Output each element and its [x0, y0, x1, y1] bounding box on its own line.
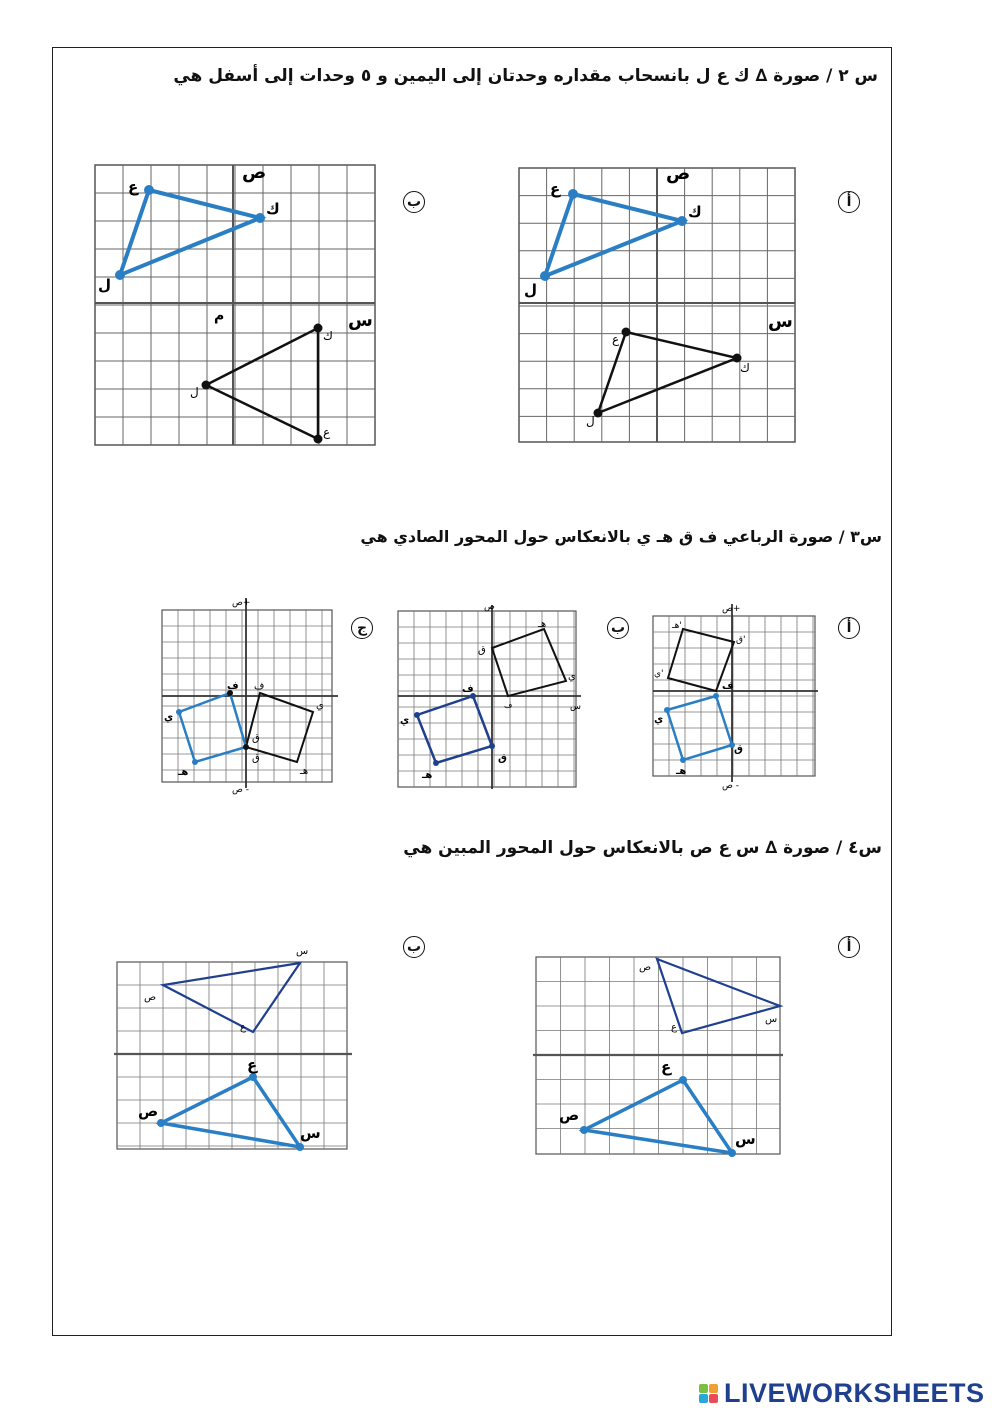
label-p: ص: [559, 1106, 580, 1124]
label-a: ع: [550, 180, 561, 198]
label-lp: ل: [190, 385, 199, 399]
label-q-prime: ق': [736, 635, 746, 645]
q2-graph-b: [92, 162, 382, 452]
label-a-image: ع: [240, 1022, 246, 1033]
label-a-image: ع: [671, 1022, 677, 1033]
label-y-plus: ص+: [722, 604, 741, 614]
label-k: ك: [266, 200, 280, 218]
label-y-plus: ص+: [232, 598, 251, 608]
label-y: ي: [654, 714, 664, 725]
q3-graph-a: [650, 600, 820, 790]
label-s: س: [300, 1124, 321, 1142]
label-h2: هـ: [300, 766, 309, 777]
label-x-axis: س: [570, 702, 581, 712]
label-x-axis: س: [348, 310, 373, 331]
label-q: ق: [252, 733, 260, 744]
q4-option-b[interactable]: ب: [403, 936, 425, 958]
q3-option-a[interactable]: أ: [838, 617, 860, 639]
label-y-axis: ص: [666, 163, 691, 184]
label-y: ي: [164, 712, 174, 723]
q4-option-a[interactable]: أ: [838, 936, 860, 958]
label-f2: ف: [254, 681, 265, 692]
label-h: هـ: [676, 766, 687, 777]
label-f: ف: [462, 684, 474, 695]
label-y-axis: ص: [242, 162, 267, 183]
q4-graph-a: [533, 954, 788, 1164]
label-y2: ي: [316, 700, 324, 711]
triangle-original: [120, 190, 260, 275]
label-y: ي: [400, 715, 410, 726]
label-h: هـ: [538, 619, 547, 630]
label-kp: ك: [323, 329, 333, 343]
label-y-prime: ي': [654, 669, 664, 679]
q3-graph-b: [396, 603, 586, 793]
label-f2: ف: [504, 701, 513, 710]
triangle-original: [161, 1077, 300, 1147]
quad-original: [492, 629, 566, 696]
logo-mark-icon: [699, 1384, 718, 1403]
question-3-text: س٣ / صورة الرباعي ف ق هـ ي بالانعكاس حول المحور الصادي هي: [360, 527, 882, 546]
quad-original: [246, 693, 313, 762]
label-y-minus: ص -: [722, 781, 739, 791]
label-f: ف: [722, 681, 734, 692]
label-kp: ك: [740, 361, 750, 375]
triangle-original: [584, 1080, 732, 1153]
label-h2: هـ: [422, 770, 433, 781]
label-ap: ع: [612, 332, 620, 346]
label-h: هـ: [178, 767, 189, 778]
q3-graph-c: [160, 596, 340, 795]
triangle-original: [545, 194, 682, 276]
q4-graph-b: [112, 940, 357, 1160]
triangle-image: [163, 963, 300, 1032]
label-k: ك: [688, 203, 702, 221]
label-q2: ق: [498, 753, 507, 764]
label-a: ع: [128, 178, 139, 196]
label-origin: م: [214, 308, 225, 324]
label-h-prime: هـ': [672, 621, 682, 631]
q2-option-b[interactable]: ب: [403, 191, 425, 213]
label-l: ل: [524, 281, 538, 299]
label-l: ل: [98, 276, 112, 294]
triangle-image: [206, 328, 318, 439]
label-ap: ع: [323, 425, 331, 439]
q2-option-a[interactable]: أ: [838, 191, 860, 213]
q3-option-c[interactable]: ج: [351, 617, 373, 639]
label-p-image: ص: [144, 992, 157, 1003]
liveworksheets-logo: [699, 1378, 985, 1409]
quad-image: [179, 693, 246, 762]
quad-image: [417, 696, 492, 763]
label-q2: ق: [252, 753, 260, 764]
logo-text: LIVEWORKSHEETS: [724, 1378, 985, 1408]
q3-option-b[interactable]: ب: [607, 617, 629, 639]
label-p: ص: [138, 1102, 159, 1120]
label-a: ع: [661, 1058, 672, 1076]
label-y-minus: ص -: [232, 785, 249, 795]
label-a: ع: [247, 1056, 258, 1074]
question-2-text: س ٢ / صورة ∆ ك ع ل بانسحاب مقداره وحدتان إلى اليمين و ٥ وحدات إلى أسفل هي: [173, 66, 878, 86]
label-q: ق: [734, 744, 743, 755]
label-s: س: [735, 1130, 756, 1148]
label-s-image: س: [765, 1014, 778, 1025]
label-lp: ل: [586, 414, 595, 428]
label-y2: ي: [568, 671, 576, 682]
label-p-image: ص: [639, 962, 652, 973]
label-q: ق: [478, 645, 486, 656]
label-y-axis: ص: [484, 602, 495, 612]
label-f: ف: [227, 681, 239, 692]
label-s-image: س: [296, 946, 309, 957]
question-4-text: س٤ / صورة ∆ س ع ص بالانعكاس حول المحور المبين هي: [403, 838, 882, 858]
q2-graph-a: [516, 165, 806, 455]
label-x-axis: س: [768, 311, 793, 332]
